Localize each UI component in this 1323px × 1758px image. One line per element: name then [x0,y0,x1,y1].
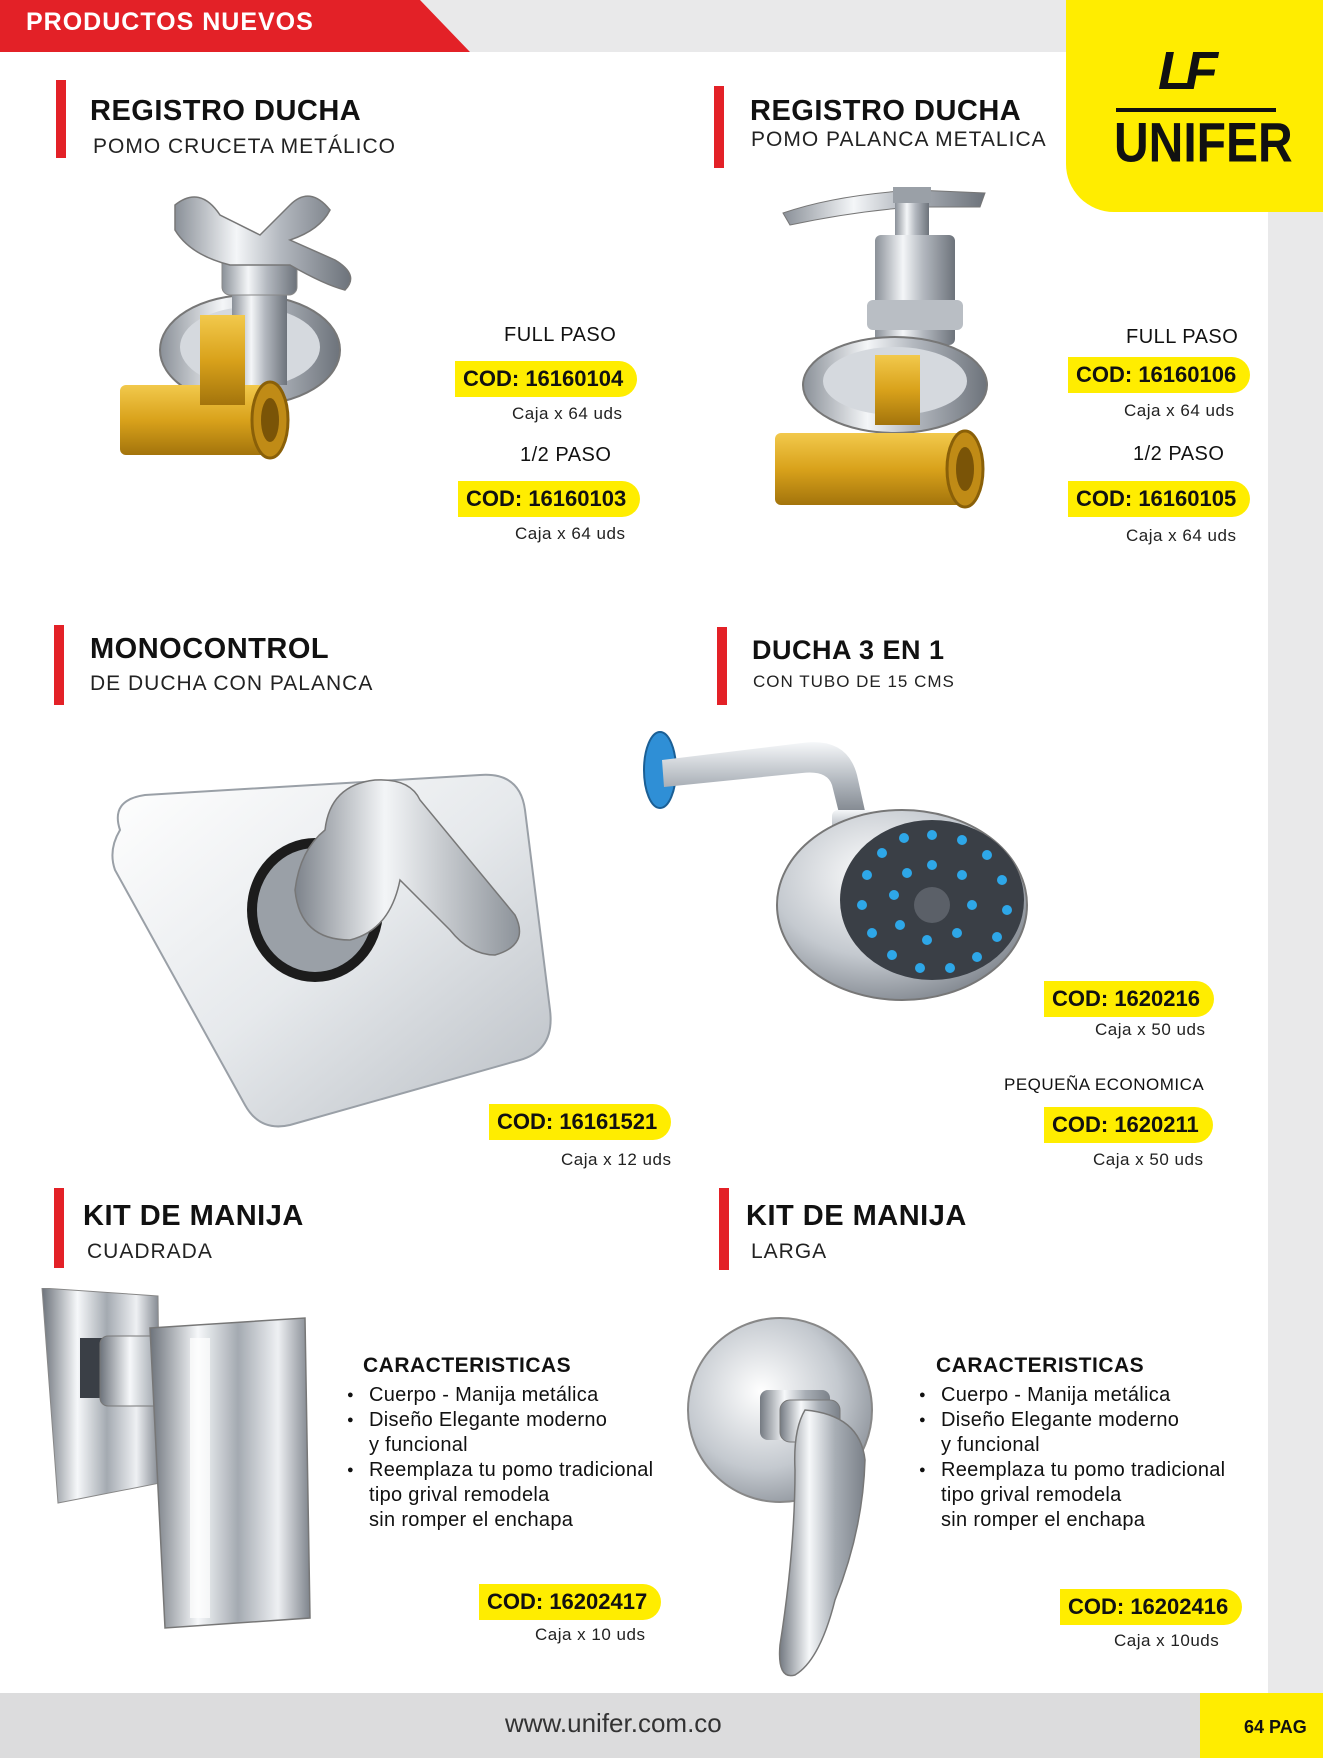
feature-item [347,1458,653,1533]
product-subtitle: LARGA [751,1240,828,1263]
product-title: REGISTRO DUCHA [90,95,362,127]
feature-item [919,1458,1225,1533]
product-code: COD: 1620211 [1044,1107,1213,1143]
box-quantity: Caja x 64 uds [512,404,623,423]
feature-text: sin romper el enchapa [369,1509,574,1531]
logo-mark: LF [1158,41,1212,101]
feature-text: ● Reemplaza tu pomo tradicional [941,1459,1226,1481]
half-paso-label: 1/2 PASO [520,444,612,466]
product-code: COD: 16202417 [479,1584,661,1620]
product-subtitle: POMO PALANCA METALICA [751,128,1047,151]
unifer-logo [1066,0,1323,212]
product-title: DUCHA 3 EN 1 [752,635,945,665]
box-quantity: Caja x 50 uds [1095,1020,1206,1039]
features-list [919,1383,1225,1533]
product-subtitle: DE DUCHA CON PALANCA [90,672,374,695]
box-quantity: Caja x 64 uds [515,524,626,543]
square-handle-kit-image [40,1288,330,1633]
product-subtitle: CON TUBO DE 15 CMS [753,672,955,691]
half-paso-label: 1/2 PASO [1133,443,1225,465]
banner-title: PRODUCTOS NUEVOS [26,8,314,36]
feature-item [347,1383,653,1408]
box-quantity: Caja x 64 uds [1124,401,1235,420]
cross-handle-valve-image [120,185,420,520]
feature-text: ● Cuerpo - Manija metálica [941,1384,1171,1406]
feature-item [347,1408,653,1458]
feature-text: y funcional [369,1434,468,1456]
feature-text: ● Diseño Elegante moderno [369,1409,608,1431]
long-handle-kit-image [685,1300,920,1680]
page-number: 64 PAG [1244,1717,1307,1737]
product-code: COD: 16160104 [455,361,637,397]
section-marker [56,80,66,158]
box-quantity: Caja x 64 uds [1126,526,1237,545]
section-marker [717,627,727,705]
lever-handle-valve-image [775,185,1000,525]
product-title: MONOCONTROL [90,633,330,665]
product-code: COD: 16161521 [489,1104,671,1140]
features-title: CARACTERISTICAS [363,1354,572,1377]
product-title: KIT DE MANIJA [83,1200,304,1232]
feature-text: tipo grival remodela [941,1484,1122,1506]
box-quantity: Caja x 10uds [1114,1631,1220,1650]
product-code: COD: 16160105 [1068,481,1250,517]
logo-name: UNIFER [1114,113,1293,175]
feature-text: ● Reemplaza tu pomo tradicional [369,1459,654,1481]
product-subtitle: POMO CRUCETA METÁLICO [93,135,396,158]
section-marker [714,86,724,168]
features-title: CARACTERISTICAS [936,1354,1145,1377]
box-quantity: Caja x 12 uds [561,1150,672,1169]
product-code: COD: 1620216 [1044,981,1214,1017]
full-paso-label: FULL PASO [504,324,617,346]
feature-text: ● Cuerpo - Manija metálica [369,1384,599,1406]
box-quantity: Caja x 10 uds [535,1625,646,1644]
features-list [347,1383,653,1533]
section-marker [54,1188,64,1268]
footer-url[interactable]: www.unifer.com.co [505,1708,722,1738]
section-marker [719,1188,729,1270]
shower-head-image [632,725,1062,1020]
product-title: REGISTRO DUCHA [750,95,1022,127]
full-paso-label: FULL PASO [1126,326,1239,348]
product-code: COD: 16160106 [1068,357,1250,393]
product-subtitle: CUADRADA [87,1240,213,1263]
product-code: COD: 16160103 [458,481,640,517]
product-code: COD: 16202416 [1060,1589,1242,1625]
feature-text: y funcional [941,1434,1040,1456]
product-title: KIT DE MANIJA [746,1200,967,1232]
feature-text: tipo grival remodela [369,1484,550,1506]
feature-item [919,1408,1225,1458]
economy-label: PEQUEÑA ECONOMICA [1004,1075,1205,1094]
monocontrol-plate-image [100,760,620,1130]
box-quantity: Caja x 50 uds [1093,1150,1204,1169]
feature-text: ● Diseño Elegante moderno [941,1409,1180,1431]
right-strip [1268,0,1323,1758]
section-marker [54,625,64,705]
feature-item [919,1383,1225,1408]
feature-text: sin romper el enchapa [941,1509,1146,1531]
